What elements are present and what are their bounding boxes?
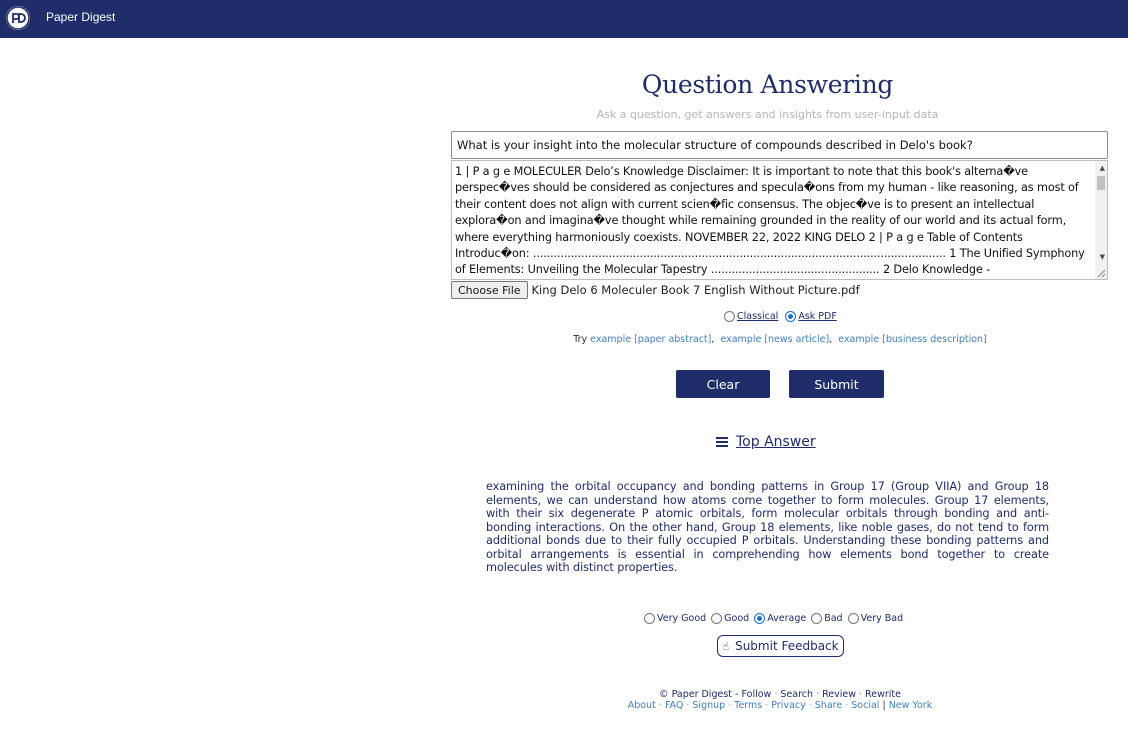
mode-radio-classical[interactable] — [724, 311, 735, 322]
footer-location-link[interactable]: New York — [888, 700, 933, 711]
page-subtitle: Ask a question, get answers and insights from user-input data — [596, 108, 939, 121]
footer-link-signup[interactable]: Signup — [692, 700, 726, 711]
rating-radio-very-bad[interactable] — [848, 613, 859, 624]
footer-link-about[interactable]: About — [627, 700, 656, 711]
rating-label-very-bad[interactable]: Very Bad — [860, 612, 904, 624]
choose-file-button[interactable]: Choose File — [451, 281, 528, 299]
footer-line-1: © Paper Digest - Follow · Search · Review · Rewrite — [659, 689, 901, 700]
example-paper-abstract-link[interactable]: example [paper abstract] — [590, 334, 712, 345]
example-news-article-link[interactable]: example [news article] — [720, 334, 830, 345]
rating-radio-very-good[interactable] — [644, 613, 655, 624]
pd-logo-icon[interactable] — [6, 6, 30, 30]
scroll-down-icon[interactable]: ▼ — [1099, 253, 1105, 261]
rating-radio-average[interactable] — [754, 613, 765, 624]
examples-row: Try example [paper abstract], example [news article], example [business description] — [573, 334, 987, 345]
top-answer-heading[interactable] — [716, 434, 816, 450]
footer-link-rewrite[interactable]: Rewrite — [865, 689, 901, 700]
thumbs-up-icon: ☝ — [722, 639, 730, 653]
submit-feedback-button[interactable] — [717, 635, 844, 657]
footer-dash: - — [735, 689, 739, 700]
rating-radio-good[interactable] — [711, 613, 722, 624]
footer-line-2: About · FAQ · Signup · Terms · Privacy · Share · Social | New York — [627, 700, 933, 711]
answer-text: examining the orbital occupancy and bonding patterns in Group 17 (Group VIIA) and Group 18 elements, we can understand how atoms come together to form molecules. Group 17 elements, with their six degenerate P atomic orbitals, form molecular orbitals through bonding and anti-bonding interactions. On the other hand, Group 18 elements, like noble gases, do not tend to form additional bonds due to their fully occupied P orbitals. Understanding these bonding patterns and orbital arrangements is essential in comprehending how elements bond together to create molecules with distinct properties. — [486, 480, 1049, 574]
examples-prefix: Try — [573, 334, 588, 345]
footer-link-faq[interactable]: FAQ — [664, 700, 684, 711]
mode-selector — [724, 309, 844, 323]
question-input[interactable] — [451, 131, 1108, 159]
clear-button[interactable]: Clear — [676, 370, 770, 398]
page-title: Question Answering — [641, 70, 894, 99]
footer-link-share[interactable]: Share — [814, 700, 843, 711]
rating-label-average[interactable]: Average — [767, 612, 807, 624]
footer-link-terms[interactable]: Terms — [734, 700, 763, 711]
scroll-thumb[interactable] — [1097, 176, 1105, 190]
footer-link-search[interactable]: Search — [780, 689, 814, 700]
top-navbar — [0, 0, 1128, 38]
context-scrollbar[interactable] — [1095, 161, 1107, 279]
context-textarea[interactable] — [451, 160, 1108, 280]
rating-radio-bad[interactable] — [811, 613, 822, 624]
submit-feedback-label: Submit Feedback — [735, 639, 839, 653]
top-answer-label[interactable]: Top Answer — [736, 434, 816, 450]
mode-radio-ask-pdf[interactable] — [785, 311, 796, 322]
example-business-description-link[interactable]: example [business description] — [838, 334, 987, 345]
mode-label-classical[interactable]: Classical — [737, 310, 779, 322]
brand-name[interactable]: Paper Digest — [46, 10, 116, 24]
mode-label-ask-pdf[interactable]: Ask PDF — [798, 310, 837, 322]
list-icon — [716, 437, 728, 448]
rating-label-bad[interactable]: Bad — [824, 612, 843, 624]
file-upload-row — [451, 281, 860, 299]
scroll-up-icon[interactable]: ▲ — [1099, 164, 1105, 172]
footer-link-follow[interactable]: Follow — [741, 689, 772, 700]
context-text[interactable]: 1 | P a g e MOLECULER Delo’s Knowledge Disclaimer: It is important to note that this book's alterna�ve perspec�ves should be considered as conjectures and specula�ons from my human - like reasoning, as most of their content does not align with current scien�fic consensus. The objec�ve is to present an intellectual explora�on and imagina�ve thought while remaining grounded in the reality of our world and its actual form, where everything harmoniously coexists. NOVEMBER 22, 2022 KING DELO 2 | P a g e Table of Contents Introduc�on: ........................................................................................................................ 1 The Unified Symphony of Elements: Unveiling the Molecular Tapestry ................................................. 2 Delo Knowledge - — [455, 165, 1085, 277]
rating-label-very-good[interactable]: Very Good — [657, 612, 707, 624]
footer-link-social[interactable]: Social — [851, 700, 880, 711]
rating-label-good[interactable]: Good — [724, 612, 750, 624]
selected-file-name: King Delo 6 Moleculer Book 7 English Without Picture.pdf — [531, 283, 860, 297]
footer-link-privacy[interactable]: Privacy — [771, 700, 806, 711]
submit-button[interactable]: Submit — [789, 370, 884, 398]
feedback-rating — [644, 611, 908, 625]
resize-grip-icon[interactable] — [1096, 268, 1106, 278]
footer-copyright: © Paper Digest — [659, 689, 732, 700]
footer-link-review[interactable]: Review — [822, 689, 856, 700]
